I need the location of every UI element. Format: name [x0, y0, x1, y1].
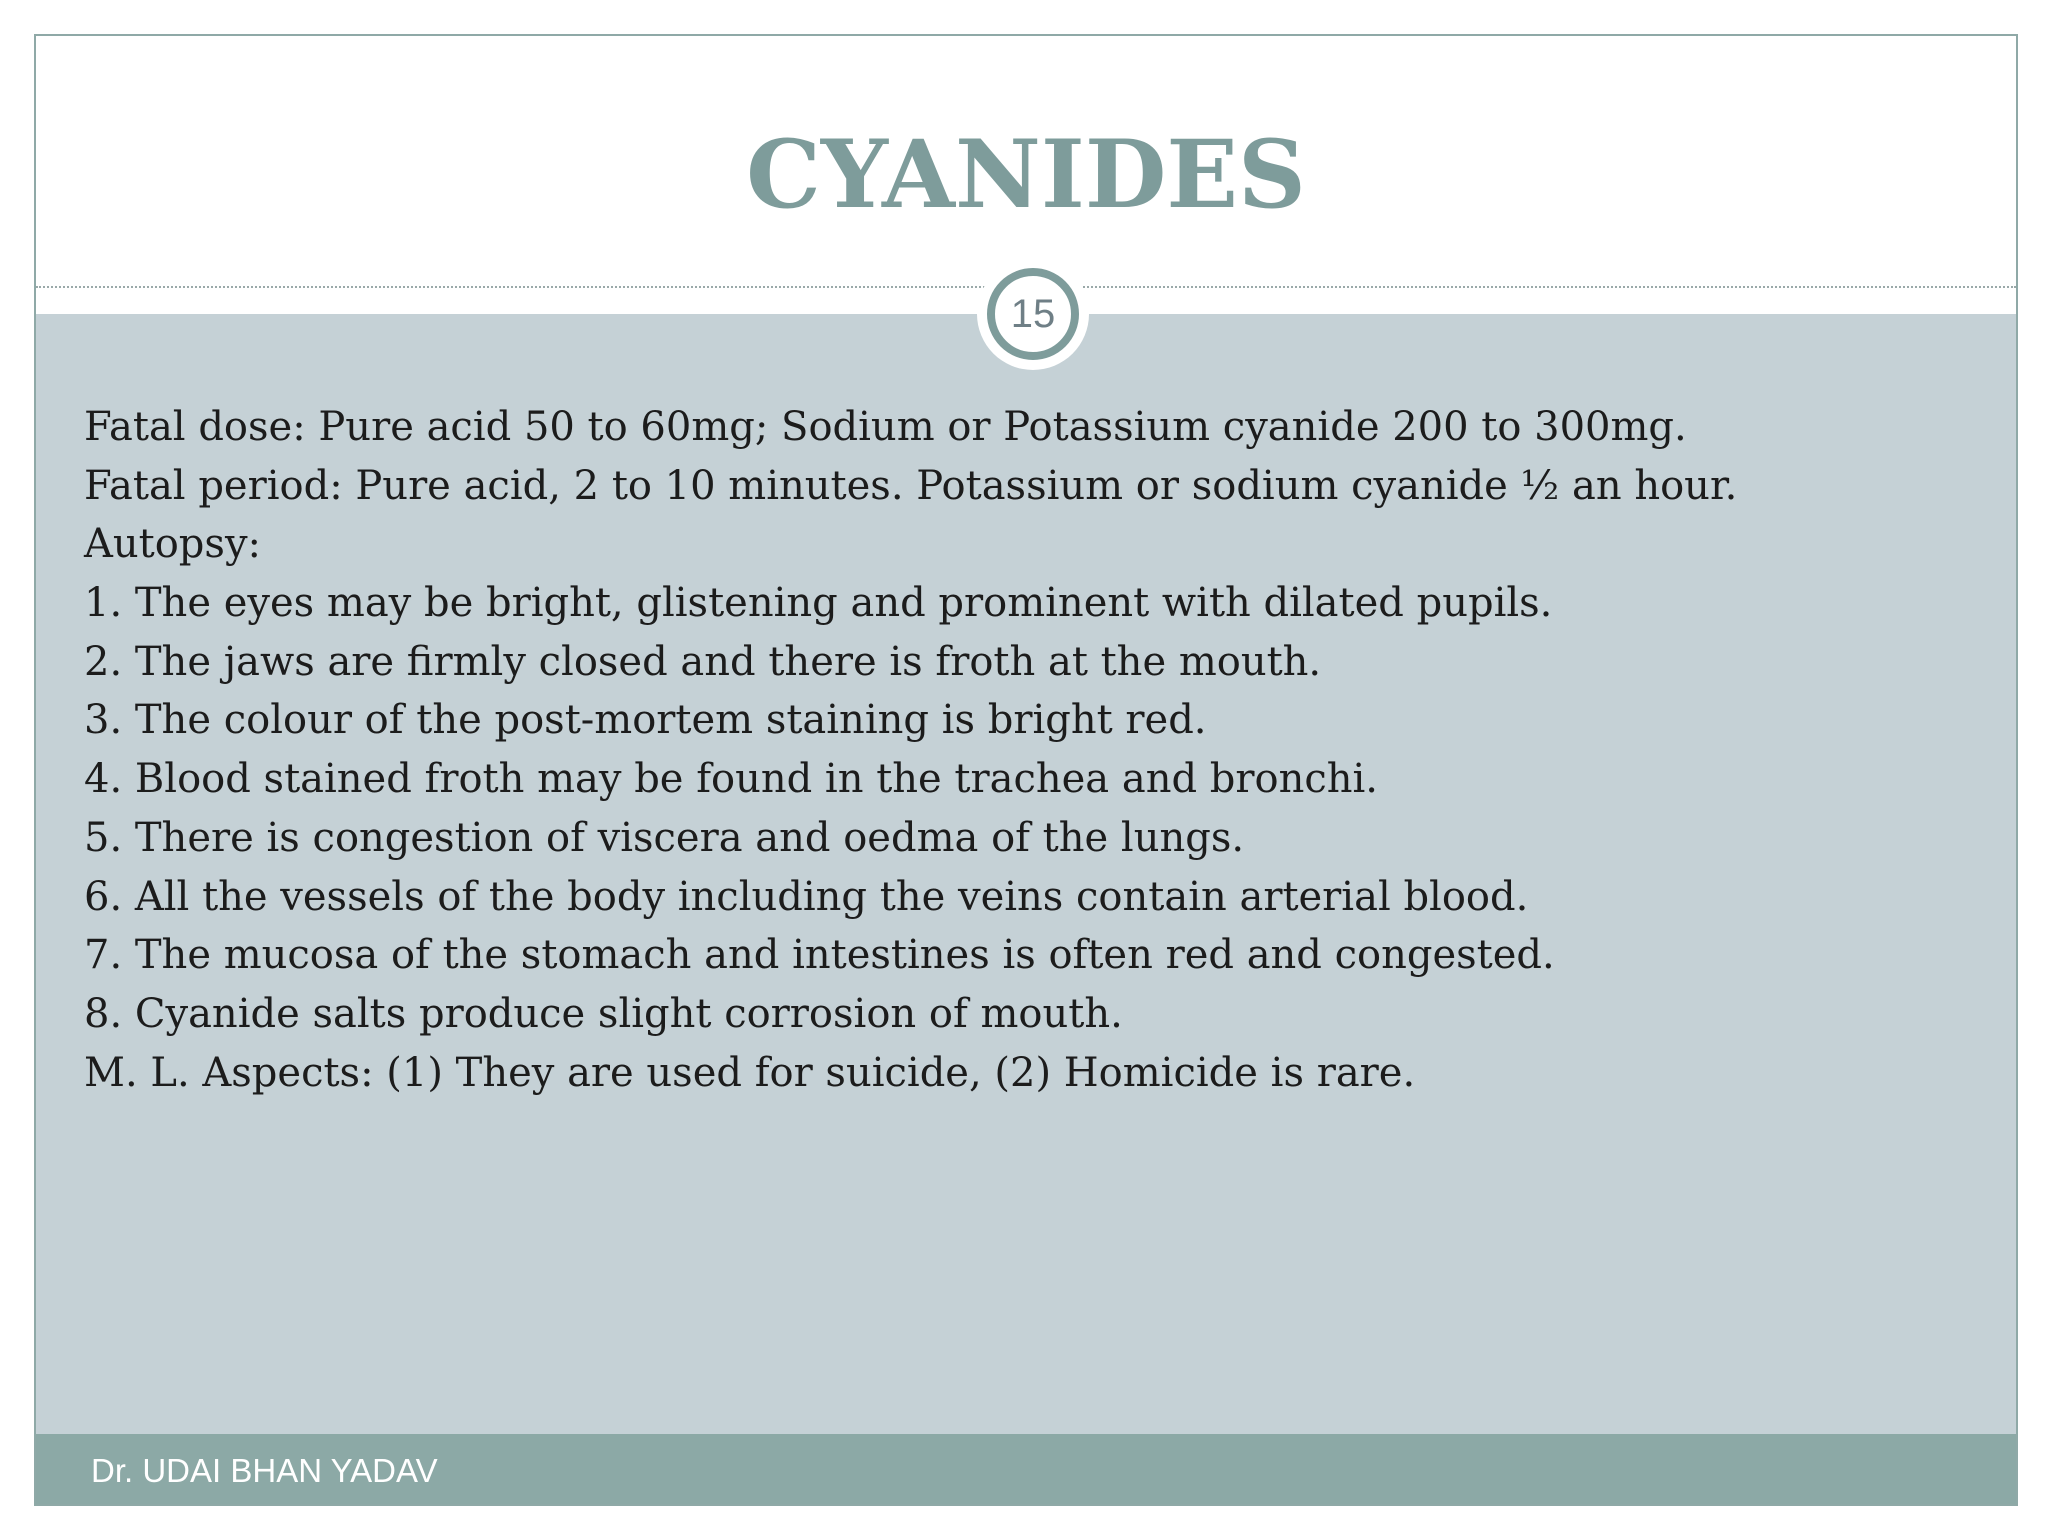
line-text: 4. Blood stained froth may be found in the trachea and bronchi. [84, 756, 1379, 803]
numbered-item [36, 750, 2016, 809]
line-text: 8. Cyanide salts produce slight corrosion of mouth. [84, 990, 1123, 1037]
line-text: 5. There is congestion of viscera and oedma of the lungs. [84, 814, 1245, 861]
line-text: Fatal dose: Pure acid 50 to 60mg; Sodium or Potassium cyanide 200 to 300mg. [84, 404, 1687, 450]
content-list [36, 398, 2016, 1102]
line-text: 3. The colour of the post-mortem staining is bright red. [84, 697, 1207, 744]
numbered-item [36, 868, 2016, 927]
numbered-item [36, 633, 2016, 692]
numbered-item [36, 691, 2016, 750]
line-text: Fatal period: Pure acid, 2 to 10 minutes. Potassium or sodium cyanide ½ an hour. [84, 462, 1738, 509]
line-text: 1. The eyes may be bright, glistening and prominent with dilated pupils. [84, 580, 1553, 627]
bullet-item [36, 398, 2016, 457]
page-number-badge [977, 258, 1089, 370]
numbered-item [36, 926, 2016, 985]
footer-author: Dr. UDAI BHAN YADAV [91, 1452, 438, 1489]
slide-title: CYANIDES [746, 120, 1306, 230]
numbered-item [36, 809, 2016, 868]
line-text: M. L. Aspects: (1) They are used for suicide, (2) Homicide is rare. [84, 1049, 1416, 1096]
line-text: Autopsy: [84, 521, 262, 568]
numbered-item [36, 985, 2016, 1044]
bullet-item [36, 457, 2016, 516]
page-number: 15 [987, 268, 1079, 360]
slide-footer [36, 1434, 2016, 1504]
line-text: 2. The jaws are firmly closed and there is froth at the mouth. [84, 638, 1322, 685]
line-text: 6. All the vessels of the body including the veins contain arterial blood. [84, 873, 1529, 920]
bullet-item [36, 515, 2016, 574]
line-text: 7. The mucosa of the stomach and intestines is often red and congested. [84, 932, 1555, 979]
numbered-item [36, 574, 2016, 633]
bullet-item [36, 1044, 2016, 1103]
slide [34, 34, 2018, 1506]
